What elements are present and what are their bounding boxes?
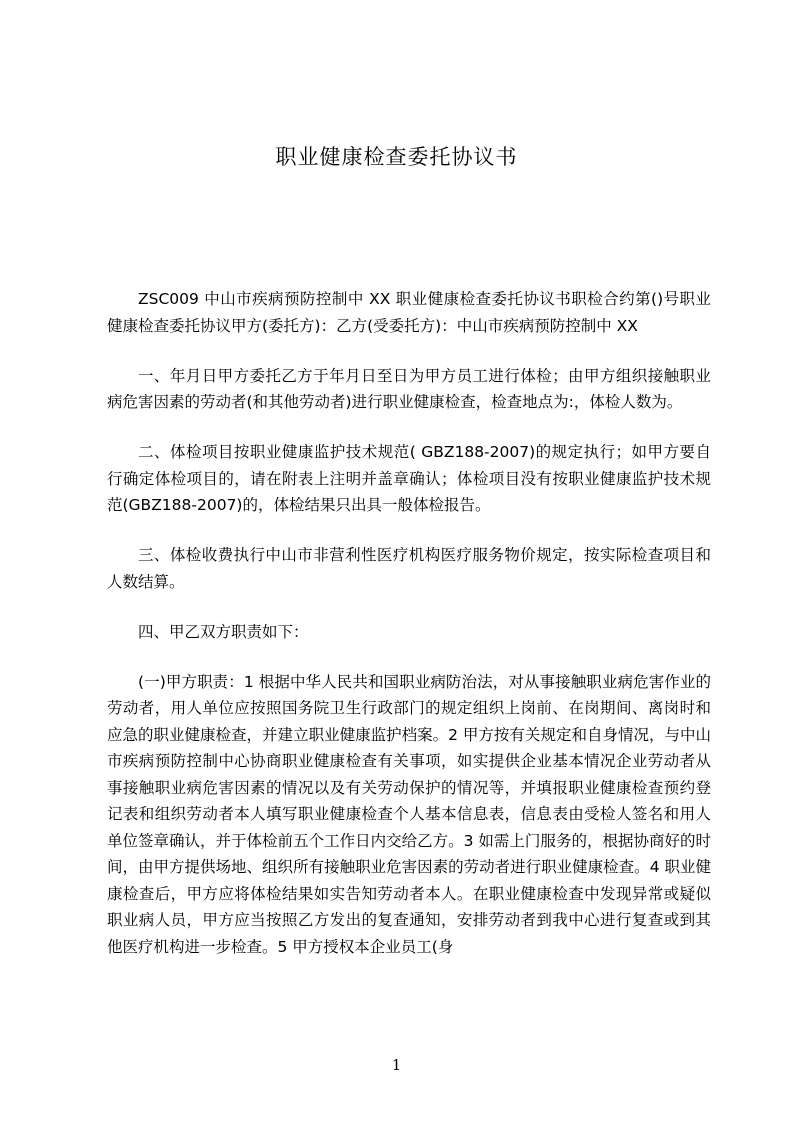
paragraph-header: ZSC009 中山市疾病预防控制中 XX 职业健康检查委托协议书职检合约第()号职业健康检查委托协议甲方(委托方)：乙方(受委托方)：中山市疾病预防控制中 XX — [107, 290, 711, 335]
page-number: 1 — [391, 1056, 402, 1074]
document-title: 职业健康检查委托协议书 — [275, 145, 518, 169]
paragraph-clause-2: 二、体检项目按职业健康监护技术规范( GBZ188-2007)的规定执行；如甲方要自行确定体检项目的，请在附表上注明并盖章确认；体检项目没有按职业健康监护技术规范(GBZ188-2007)的，体检结果只出具一般体检报告。 — [107, 443, 711, 514]
paragraph-clause-1: 一、年月日甲方委托乙方于年月日至日为甲方员工进行体检；由甲方组织接触职业病危害因素的劳动者(和其他劳动者)进行职业健康检查，检查地点为:，体检人数为。 — [107, 366, 711, 411]
paragraph-party-a-duties: (一)甲方职责：1 根据中华人民共和国职业病防治法，对从事接触职业病危害作业的劳动者，用人单位应按照国务院卫生行政部门的规定组织上岗前、在岗期间、离岗时和应急的职业健康检查，并建立职业健康监护档案。2 甲方按有关规定和自身情况，与中山市疾病预防控制中心协商职业健康检查有关事项，如实提供企业基本情况企业劳动者从事接触职业病危害因素的情况以及有关劳动保护的情况等，并填报职业健康检查预约登记表和组织劳动者本人填写职业健康检查个人基本信息表，信息表由受检人签名和用人单位签章确认，并于体检前五个工作日内交给乙方。3 如需上门服务的，根据协商好的时间，由甲方提供场地、组织所有接触职业危害因素的劳动者进行职业健康检查。4 职业健康检查后，甲方应将体检结果如实告知劳动者本人。在职业健康检查中发现异常或疑似职业病人员，甲方应当按照乙方发出的复查通知，安排劳动者到我中心进行复查或到其他医疗机构进一步检查。5 甲方授权本企业员工(身 — [107, 672, 711, 956]
paragraph-clause-4: 四、甲乙双方职责如下： — [138, 622, 309, 641]
document-body — [107, 286, 711, 960]
paragraph-clause-3: 三、体检收费执行中山市非营利性医疗机构医疗服务物价规定，按实际检查项目和人数结算。 — [107, 546, 711, 591]
